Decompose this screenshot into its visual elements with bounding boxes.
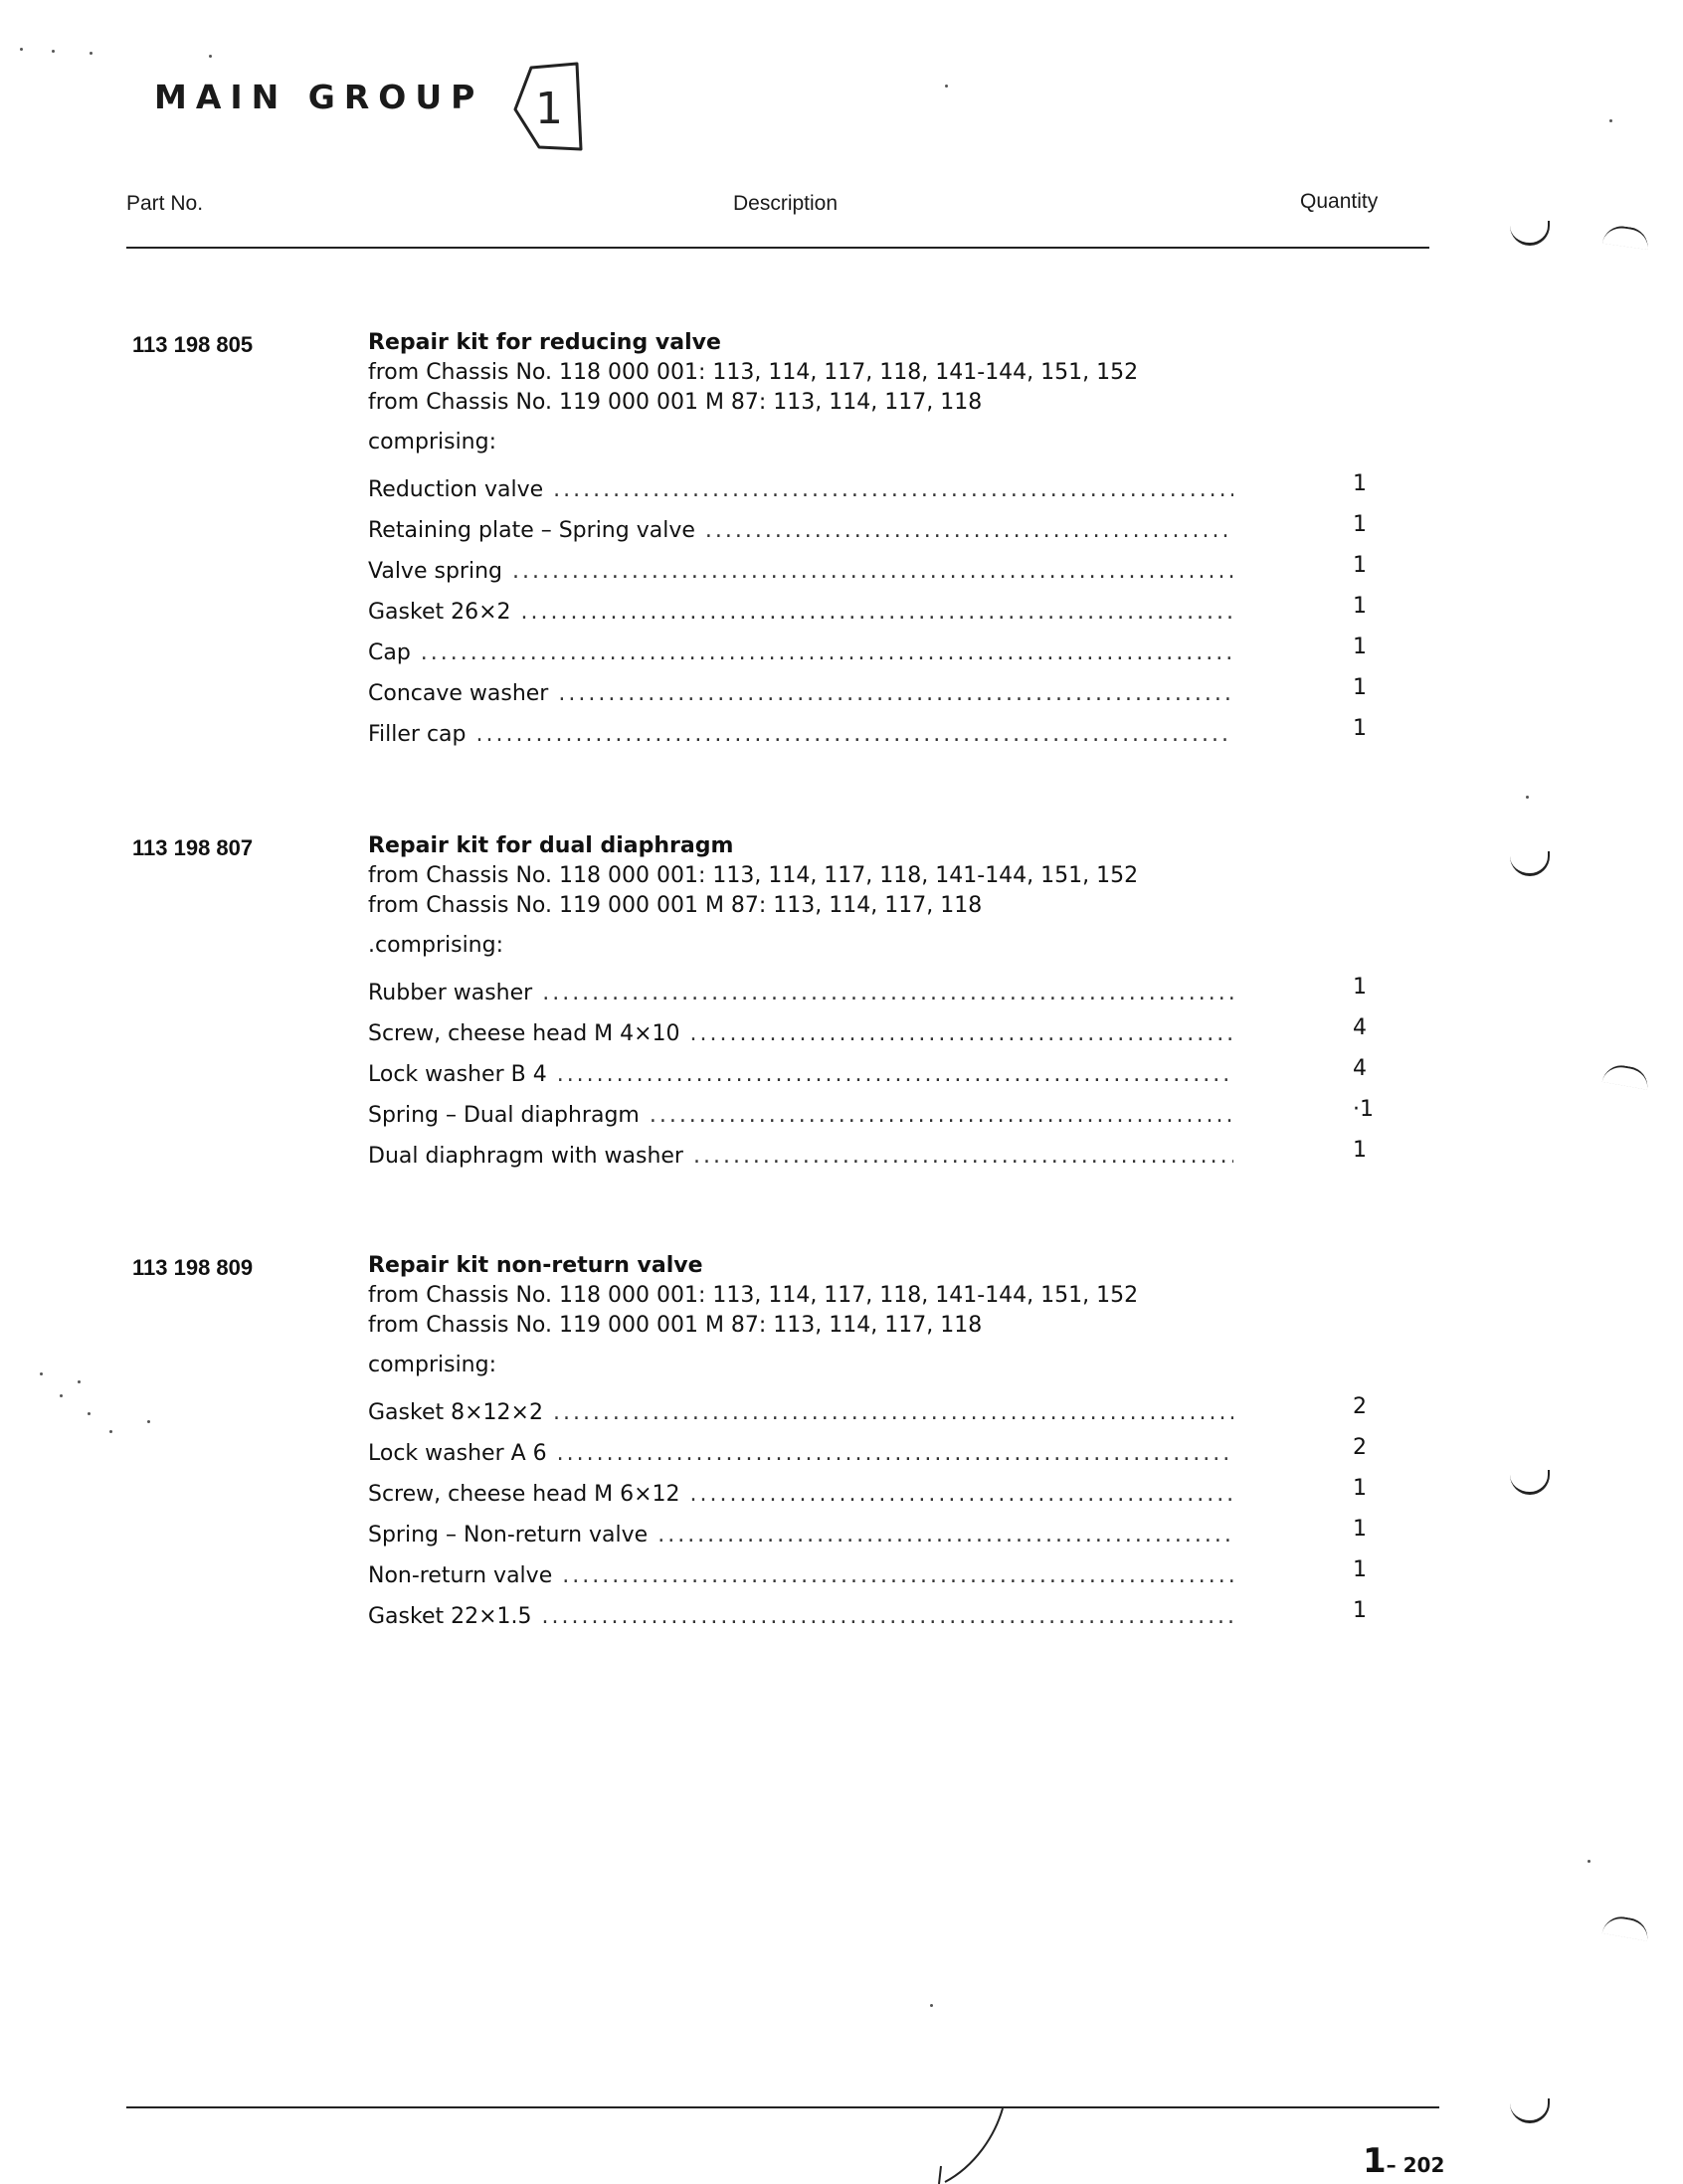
item-name: Gasket 26×2 .....: [368, 592, 1233, 633]
item-name: Spring – Non-return valve .....: [368, 1515, 1233, 1555]
scan-speck: [930, 2004, 933, 2007]
scan-mark: [1602, 1062, 1651, 1090]
column-header-description: Description: [733, 192, 839, 215]
kit-item: [368, 633, 1367, 673]
main-group-title: MAIN GROUP: [154, 78, 484, 116]
kit-description: [368, 1255, 1412, 1637]
item-quantity: 1: [1353, 975, 1367, 1000]
item-name: Retaining plate – Spring valve .....: [368, 510, 1233, 551]
scan-speck: [20, 48, 23, 51]
header-divider: [126, 247, 1429, 249]
kit-item: [368, 1136, 1367, 1177]
scan-mark: [1510, 221, 1550, 246]
kit-item: [368, 469, 1367, 510]
item-name: Cap .....: [368, 633, 1233, 673]
column-header-part-no: Part No.: [126, 192, 204, 215]
item-quantity: 1: [1353, 635, 1367, 659]
kit-title: Repair kit for reducing valve: [368, 330, 721, 355]
kit-title: Repair kit for dual diaphragm: [368, 833, 734, 858]
kit-item: [368, 673, 1367, 714]
item-quantity: 1: [1353, 594, 1367, 619]
kit-item: [368, 551, 1367, 592]
page-number-minor: – 202: [1386, 2153, 1445, 2177]
scan-speck: [40, 1372, 43, 1375]
scan-speck: [945, 85, 948, 88]
item-name: Spring – Dual diaphragm .....: [368, 1095, 1233, 1136]
kit-item: [368, 714, 1367, 755]
scan-mark: [1510, 2098, 1550, 2123]
kit-item: [368, 510, 1367, 551]
item-name: Lock washer A 6 .....: [368, 1433, 1233, 1474]
item-quantity: 1: [1353, 471, 1367, 496]
item-name: Screw, cheese head M 6×12 .....: [368, 1474, 1233, 1515]
kit-item: [368, 1054, 1367, 1095]
item-quantity: 1: [1353, 716, 1367, 741]
item-name: Filler cap .....: [368, 714, 1233, 755]
chassis-line: from Chassis No. 118 000 001: 113, 114, 117, 118, 141-144, 151, 152: [368, 863, 1139, 888]
scan-mark: [1510, 1470, 1550, 1495]
scan-speck: [109, 1430, 112, 1433]
item-name: Concave washer .....: [368, 673, 1233, 714]
kit-item: [368, 1515, 1367, 1555]
kit-item-list: [368, 1392, 1412, 1637]
item-quantity: 1: [1353, 553, 1367, 578]
kit-item: [368, 1013, 1367, 1054]
item-name: Lock washer B 4 .....: [368, 1054, 1233, 1095]
footer-divider: [126, 2106, 1439, 2108]
item-name: Gasket 8×12×2 .....: [368, 1392, 1233, 1433]
item-name: Rubber washer .....: [368, 973, 1233, 1013]
kit-item: [368, 592, 1367, 633]
item-name: Dual diaphragm with washer .....: [368, 1136, 1233, 1177]
item-quantity: 4: [1353, 1056, 1367, 1081]
item-quantity: 1: [1353, 1517, 1367, 1542]
scan-speck: [1526, 796, 1529, 799]
scan-speck: [90, 52, 93, 55]
scan-speck: [60, 1394, 63, 1397]
scan-speck: [78, 1380, 81, 1383]
kit-item-list: [368, 973, 1412, 1177]
kit-part-number: 113 198 809: [132, 1255, 254, 1280]
item-name: Gasket 22×1.5 .....: [368, 1596, 1233, 1637]
item-quantity: 1: [1353, 1476, 1367, 1501]
chassis-line: from Chassis No. 119 000 001 M 87: 113, 114, 117, 118: [368, 893, 983, 918]
scan-speck: [52, 50, 55, 53]
item-quantity: 2: [1353, 1394, 1367, 1419]
kit-part-number: 113 198 807: [132, 835, 254, 860]
kit-item: [368, 1555, 1367, 1596]
item-quantity: 1: [1353, 1138, 1367, 1163]
group-number-text: 1: [535, 84, 563, 134]
kit-item: [368, 1433, 1367, 1474]
item-quantity: 1: [1353, 1598, 1367, 1623]
scan-speck: [1588, 1860, 1590, 1863]
item-quantity: 1: [1353, 675, 1367, 700]
kit-item-list: [368, 469, 1412, 755]
item-name: Non-return valve .....: [368, 1555, 1233, 1596]
scan-speck: [147, 1420, 150, 1423]
item-name: Screw, cheese head M 4×10 .....: [368, 1013, 1233, 1054]
pen-stroke-mark: [925, 2106, 1015, 2184]
comprising-label: comprising:: [368, 1353, 497, 1377]
page-number-major: 1: [1363, 2141, 1387, 2181]
group-number-badge: [509, 58, 589, 157]
page-number: [1363, 2141, 1444, 2181]
kit-item: [368, 1095, 1374, 1136]
kit-part-number: 113 198 805: [132, 332, 254, 357]
item-quantity: 1: [1353, 1557, 1367, 1582]
kit-description: [368, 332, 1412, 755]
chassis-line: from Chassis No. 118 000 001: 113, 114, 117, 118, 141-144, 151, 152: [368, 1283, 1139, 1308]
scan-speck: [209, 55, 212, 58]
kit-item: [368, 1596, 1367, 1637]
comprising-label: .comprising:: [368, 933, 503, 958]
kit-item: [368, 973, 1367, 1013]
chassis-line: from Chassis No. 118 000 001: 113, 114, 117, 118, 141-144, 151, 152: [368, 360, 1139, 385]
kit-item: [368, 1474, 1367, 1515]
item-name: Valve spring .....: [368, 551, 1233, 592]
scan-mark: [1602, 1913, 1651, 1941]
comprising-label: comprising:: [368, 430, 497, 455]
item-quantity: 2: [1353, 1435, 1367, 1460]
item-quantity: 4: [1353, 1015, 1367, 1040]
kit-description: [368, 835, 1412, 1177]
chassis-line: from Chassis No. 119 000 001 M 87: 113, 114, 117, 118: [368, 1313, 983, 1338]
item-quantity: 1: [1353, 512, 1367, 537]
item-quantity: ·1: [1353, 1097, 1374, 1122]
scan-speck: [1609, 119, 1612, 122]
kit-title: Repair kit non-return valve: [368, 1253, 703, 1278]
kit-item: [368, 1392, 1367, 1433]
scan-mark: [1510, 851, 1550, 876]
item-name: Reduction valve .....: [368, 469, 1233, 510]
scan-mark: [1602, 224, 1650, 250]
scan-speck: [88, 1412, 91, 1415]
column-header-quantity: Quantity: [1300, 190, 1379, 213]
chassis-line: from Chassis No. 119 000 001 M 87: 113, 114, 117, 118: [368, 390, 983, 415]
